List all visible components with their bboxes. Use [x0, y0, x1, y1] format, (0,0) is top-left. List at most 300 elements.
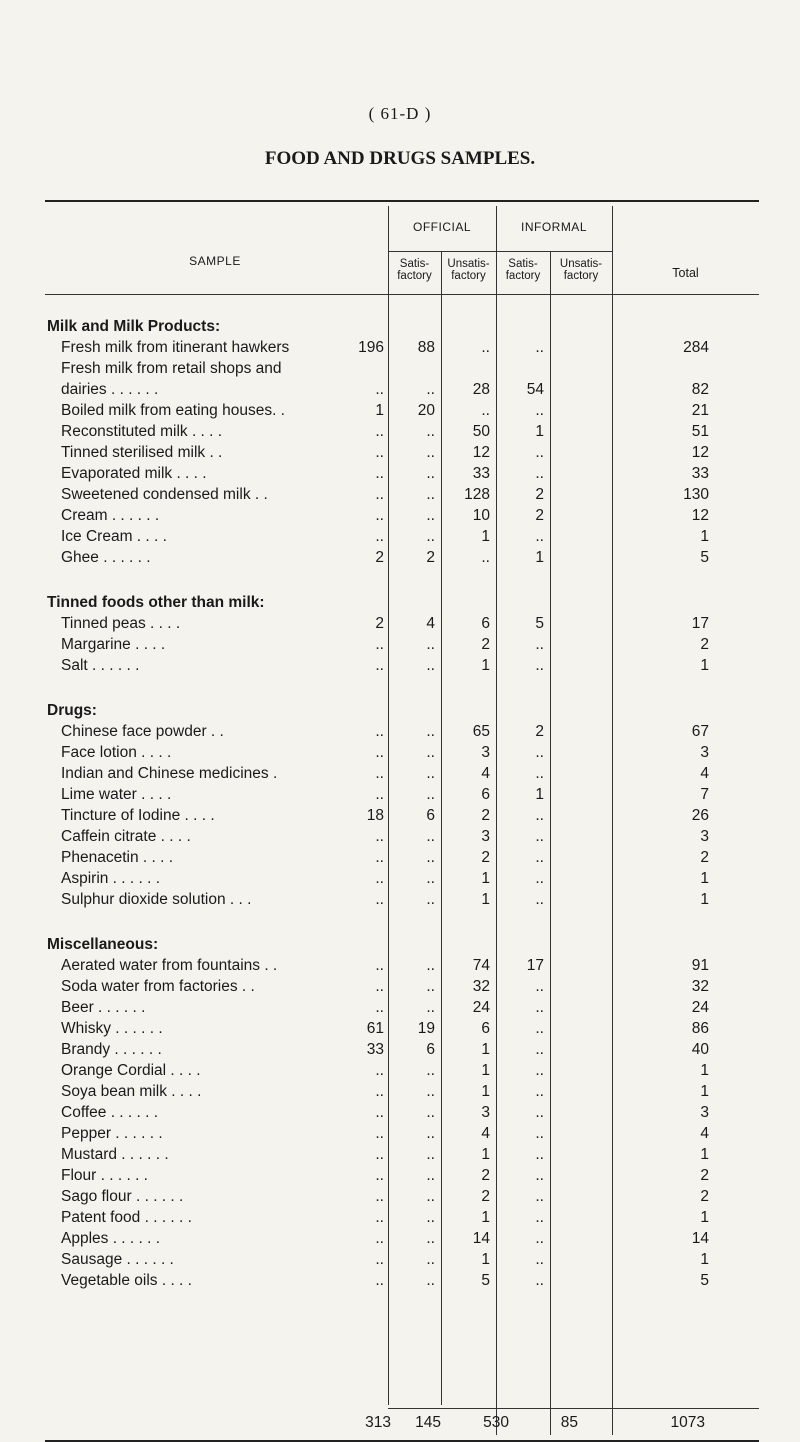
total-cell: 4	[700, 1125, 709, 1142]
official-unsatisfactory-cell: ..	[426, 1104, 435, 1121]
total-cell: 91	[691, 957, 709, 974]
informal-satisfactory-cell: 2	[481, 636, 490, 653]
official-satisfactory-cell: ..	[375, 765, 384, 782]
sample-name: Margarine . . . .	[61, 636, 166, 653]
official-satisfactory-cell: 61	[366, 1020, 384, 1037]
total-cell: 130	[683, 486, 709, 503]
totals-rule	[388, 1408, 759, 1409]
official-unsatisfactory-cell: ..	[426, 786, 435, 803]
informal-satisfactory-cell: 1	[481, 1062, 490, 1079]
section-label: Miscellaneous:	[47, 936, 159, 953]
total-cell: 1	[700, 1146, 709, 1163]
informal-satisfactory-cell: 10	[472, 507, 490, 524]
section-label: Tinned foods other than milk:	[47, 594, 265, 611]
section-label: Milk and Milk Products:	[47, 318, 221, 335]
total-cell: 1	[700, 1209, 709, 1226]
official-unsatisfactory-cell: 19	[417, 1020, 435, 1037]
informal-satisfactory-cell: 28	[472, 381, 490, 398]
table-row	[45, 464, 759, 485]
official-unsatisfactory-cell: ..	[426, 1062, 435, 1079]
official-satisfactory-cell: ..	[375, 744, 384, 761]
table-row	[45, 1166, 759, 1187]
group-rule	[388, 251, 496, 252]
table-row	[45, 1103, 759, 1124]
total-cell: 3	[700, 1104, 709, 1121]
official-unsatisfactory-cell: ..	[426, 723, 435, 740]
total-cell: 284	[683, 339, 709, 356]
official-satisfactory-cell: ..	[375, 381, 384, 398]
sample-name: Indian and Chinese medicines .	[61, 765, 278, 782]
section-label: Drugs:	[47, 702, 97, 719]
sample-name: Sago flour . . . . . .	[61, 1188, 184, 1205]
header-informal: INFORMAL	[520, 220, 587, 234]
sample-name: Patent food . . . . . .	[61, 1209, 192, 1226]
sample-name: Soda water from factories . .	[61, 978, 255, 995]
official-unsatisfactory-cell: ..	[426, 1188, 435, 1205]
total-cell: 12	[691, 444, 709, 461]
table-row	[45, 614, 759, 635]
official-unsatisfactory-cell: ..	[426, 507, 435, 524]
sample-name: Tincture of Iodine . . . .	[61, 807, 215, 824]
informal-satisfactory-cell: 2	[481, 807, 490, 824]
total-cell: 67	[691, 723, 709, 740]
table-row	[45, 656, 759, 677]
informal-unsatisfactory-cell: ..	[535, 1230, 544, 1247]
sample-name: Sulphur dioxide solution . . .	[61, 891, 252, 908]
official-unsatisfactory-cell: ..	[426, 1230, 435, 1247]
table-row	[45, 1208, 759, 1229]
informal-satisfactory-cell: 1	[481, 1083, 490, 1100]
informal-unsatisfactory-cell: ..	[535, 339, 544, 356]
group-rule	[496, 251, 612, 252]
official-satisfactory-cell: ..	[375, 978, 384, 995]
informal-satisfactory-cell: 14	[472, 1230, 490, 1247]
official-satisfactory-cell: ..	[375, 1209, 384, 1226]
total-grand: 1073	[670, 1414, 705, 1431]
informal-satisfactory-cell: 1	[481, 657, 490, 674]
sample-name: dairies . . . . . .	[61, 381, 159, 398]
total-cell: 24	[691, 999, 709, 1016]
total-cell: 1	[700, 891, 709, 908]
section-heading	[45, 701, 759, 722]
official-unsatisfactory-cell: ..	[426, 486, 435, 503]
total-informal-satisfactory: 530	[483, 1414, 509, 1431]
total-cell: 17	[691, 615, 709, 632]
totals-row	[45, 1410, 759, 1434]
table-body	[45, 295, 759, 1292]
page-number: ( 61-D )	[368, 104, 432, 123]
total-cell: 2	[700, 636, 709, 653]
official-unsatisfactory-cell: ..	[426, 828, 435, 845]
sample-name: Whisky . . . . . .	[61, 1020, 163, 1037]
official-satisfactory-cell: ..	[375, 507, 384, 524]
official-satisfactory-cell: ..	[375, 1062, 384, 1079]
total-official-unsatisfactory: 145	[415, 1414, 441, 1431]
official-satisfactory-cell: ..	[375, 1230, 384, 1247]
sample-name: Aspirin . . . . . .	[61, 870, 161, 887]
sample-name: Aerated water from fountains . .	[61, 957, 278, 974]
table-row	[45, 1145, 759, 1166]
sample-name: Face lotion . . . .	[61, 744, 172, 761]
informal-unsatisfactory-cell: ..	[535, 1167, 544, 1184]
header-official-satisfactory: Satis- factory	[397, 258, 432, 282]
total-cell: 1	[700, 1062, 709, 1079]
informal-satisfactory-cell: 3	[481, 744, 490, 761]
informal-unsatisfactory-cell: ..	[535, 1104, 544, 1121]
informal-satisfactory-cell: 1	[481, 1251, 490, 1268]
table-row	[45, 1250, 759, 1271]
informal-unsatisfactory-cell: 54	[526, 381, 544, 398]
table-row	[45, 890, 759, 911]
official-unsatisfactory-cell: 4	[426, 615, 435, 632]
informal-satisfactory-cell: 24	[472, 999, 490, 1016]
header-official-unsatisfactory: Unsatis- factory	[447, 258, 490, 282]
informal-satisfactory-cell: 32	[472, 978, 490, 995]
total-cell: 14	[691, 1230, 709, 1247]
informal-satisfactory-cell: 5	[481, 1272, 490, 1289]
informal-satisfactory-cell: 6	[481, 786, 490, 803]
informal-unsatisfactory-cell: ..	[535, 765, 544, 782]
official-unsatisfactory-cell: ..	[426, 957, 435, 974]
informal-satisfactory-cell: ..	[481, 549, 490, 566]
informal-satisfactory-cell: 128	[464, 486, 490, 503]
official-unsatisfactory-cell: ..	[426, 1167, 435, 1184]
informal-unsatisfactory-cell: ..	[535, 870, 544, 887]
official-satisfactory-cell: ..	[375, 1251, 384, 1268]
official-unsatisfactory-cell: ..	[426, 1146, 435, 1163]
informal-unsatisfactory-cell: ..	[535, 891, 544, 908]
informal-unsatisfactory-cell: ..	[535, 1209, 544, 1226]
informal-unsatisfactory-cell: 2	[535, 723, 544, 740]
section-heading	[45, 593, 759, 614]
informal-unsatisfactory-cell: ..	[535, 1020, 544, 1037]
table-header	[45, 200, 759, 295]
table-row	[45, 527, 759, 548]
table-row	[45, 827, 759, 848]
page-title: FOOD AND DRUGS SAMPLES.	[264, 148, 536, 169]
table-row	[45, 869, 759, 890]
table-row	[45, 401, 759, 422]
informal-satisfactory-cell: ..	[481, 402, 490, 419]
informal-unsatisfactory-cell: ..	[535, 1062, 544, 1079]
table-row	[45, 1019, 759, 1040]
official-satisfactory-cell: 18	[366, 807, 384, 824]
total-cell: 1	[700, 657, 709, 674]
table-row	[45, 977, 759, 998]
section-spacer	[45, 677, 759, 695]
official-unsatisfactory-cell: 88	[417, 339, 435, 356]
official-unsatisfactory-cell: 6	[426, 1041, 435, 1058]
total-cell: 51	[691, 423, 709, 440]
informal-unsatisfactory-cell: ..	[535, 1083, 544, 1100]
table-row	[45, 1187, 759, 1208]
informal-satisfactory-cell: 6	[481, 615, 490, 632]
informal-unsatisfactory-cell: ..	[535, 999, 544, 1016]
table-row	[45, 722, 759, 743]
total-cell: 33	[691, 465, 709, 482]
informal-unsatisfactory-cell: ..	[535, 528, 544, 545]
sample-name: Reconstituted milk . . . .	[61, 423, 223, 440]
section-spacer	[45, 295, 759, 311]
sample-name: Apples . . . . . .	[61, 1230, 161, 1247]
official-unsatisfactory-cell: 20	[417, 402, 435, 419]
header-informal-satisfactory: Satis- factory	[505, 258, 541, 282]
official-unsatisfactory-cell: ..	[426, 381, 435, 398]
table-row	[45, 764, 759, 785]
table-row	[45, 443, 759, 464]
total-cell: 1	[700, 1083, 709, 1100]
official-unsatisfactory-cell: ..	[426, 765, 435, 782]
total-cell: 86	[691, 1020, 709, 1037]
total-cell: 1	[700, 528, 709, 545]
informal-unsatisfactory-cell: ..	[535, 828, 544, 845]
sample-name: Salt . . . . . .	[61, 657, 140, 674]
table-row	[45, 485, 759, 506]
sample-name: Tinned peas . . . .	[61, 615, 181, 632]
informal-unsatisfactory-cell: ..	[535, 1041, 544, 1058]
header-divider	[612, 206, 613, 294]
sample-name: Phenacetin . . . .	[61, 849, 174, 866]
header-informal-unsatisfactory: Unsatis- factory	[559, 258, 603, 282]
official-unsatisfactory-cell: 6	[426, 807, 435, 824]
official-satisfactory-cell: ..	[375, 999, 384, 1016]
informal-satisfactory-cell: 3	[481, 828, 490, 845]
official-satisfactory-cell: ..	[375, 1104, 384, 1121]
sample-name: Mustard . . . . . .	[61, 1146, 169, 1163]
sample-name: Brandy . . . . . .	[61, 1041, 162, 1058]
sample-name: Chinese face powder . .	[61, 723, 224, 740]
official-unsatisfactory-cell: ..	[426, 1125, 435, 1142]
informal-unsatisfactory-cell: ..	[535, 444, 544, 461]
informal-unsatisfactory-cell: ..	[535, 1188, 544, 1205]
official-unsatisfactory-cell: ..	[426, 657, 435, 674]
total-cell: 40	[691, 1041, 709, 1058]
official-satisfactory-cell: ..	[375, 957, 384, 974]
informal-satisfactory-cell: 3	[481, 1104, 490, 1121]
table-row	[45, 548, 759, 569]
total-cell: 3	[700, 744, 709, 761]
informal-unsatisfactory-cell: ..	[535, 978, 544, 995]
informal-satisfactory-cell: 4	[481, 1125, 490, 1142]
table-row	[45, 806, 759, 827]
total-cell: 12	[691, 507, 709, 524]
section-heading	[45, 935, 759, 956]
total-cell: 21	[691, 402, 709, 419]
total-cell: 7	[700, 786, 709, 803]
official-unsatisfactory-cell: ..	[426, 1251, 435, 1268]
official-satisfactory-cell: ..	[375, 657, 384, 674]
sample-name: Orange Cordial . . . .	[61, 1062, 201, 1079]
official-satisfactory-cell: ..	[375, 828, 384, 845]
official-unsatisfactory-cell: ..	[426, 870, 435, 887]
table-row	[45, 956, 759, 977]
table-row	[45, 422, 759, 443]
informal-unsatisfactory-cell: ..	[535, 1251, 544, 1268]
table-row	[45, 785, 759, 806]
sample-name: Caffein citrate . . . .	[61, 828, 191, 845]
table-row	[45, 848, 759, 869]
official-satisfactory-cell: ..	[375, 1188, 384, 1205]
official-unsatisfactory-cell: ..	[426, 636, 435, 653]
total-cell: 2	[700, 1167, 709, 1184]
informal-unsatisfactory-cell: 1	[535, 786, 544, 803]
total-cell: 2	[700, 1188, 709, 1205]
sample-name: Sausage . . . . . .	[61, 1251, 174, 1268]
official-satisfactory-cell: ..	[375, 528, 384, 545]
table-row	[45, 1040, 759, 1061]
official-satisfactory-cell: 2	[375, 549, 384, 566]
total-cell: 2	[700, 849, 709, 866]
informal-satisfactory-cell: 2	[481, 849, 490, 866]
sample-name: Fresh milk from itinerant hawkers	[61, 339, 290, 356]
official-unsatisfactory-cell: ..	[426, 465, 435, 482]
informal-unsatisfactory-cell: ..	[535, 849, 544, 866]
informal-unsatisfactory-cell: 5	[535, 615, 544, 632]
total-informal-unsatisfactory: 85	[560, 1414, 578, 1431]
official-satisfactory-cell: ..	[375, 891, 384, 908]
section-spacer	[45, 569, 759, 587]
official-unsatisfactory-cell: ..	[426, 1209, 435, 1226]
informal-unsatisfactory-cell: 1	[535, 423, 544, 440]
official-unsatisfactory-cell: ..	[426, 444, 435, 461]
total-cell: 5	[700, 549, 709, 566]
informal-unsatisfactory-cell: ..	[535, 465, 544, 482]
informal-satisfactory-cell: 1	[481, 1146, 490, 1163]
informal-satisfactory-cell: 2	[481, 1188, 490, 1205]
informal-satisfactory-cell: 12	[472, 444, 490, 461]
official-satisfactory-cell: 1	[375, 402, 384, 419]
sample-name: Tinned sterilised milk . .	[61, 444, 223, 461]
informal-unsatisfactory-cell: 17	[526, 957, 544, 974]
official-unsatisfactory-cell: ..	[426, 891, 435, 908]
sample-name: Pepper . . . . . .	[61, 1125, 163, 1142]
total-cell: 26	[691, 807, 709, 824]
official-satisfactory-cell: ..	[375, 786, 384, 803]
official-satisfactory-cell: 196	[358, 339, 384, 356]
header-official: OFFICIAL	[412, 220, 471, 234]
informal-unsatisfactory-cell: ..	[535, 1146, 544, 1163]
informal-satisfactory-cell: 1	[481, 528, 490, 545]
table-row	[45, 998, 759, 1019]
official-satisfactory-cell: ..	[375, 870, 384, 887]
official-unsatisfactory-cell: ..	[426, 1272, 435, 1289]
total-cell: 4	[700, 765, 709, 782]
informal-satisfactory-cell: 4	[481, 765, 490, 782]
header-total: Total	[672, 266, 699, 280]
informal-satisfactory-cell: 1	[481, 1209, 490, 1226]
informal-satisfactory-cell: 33	[472, 465, 490, 482]
informal-satisfactory-cell: 6	[481, 1020, 490, 1037]
total-cell: 82	[691, 381, 709, 398]
informal-satisfactory-cell: 50	[472, 423, 490, 440]
total-cell: 32	[691, 978, 709, 995]
section-heading	[45, 317, 759, 338]
informal-satisfactory-cell: 1	[481, 891, 490, 908]
table-row	[45, 1082, 759, 1103]
table-row	[45, 1229, 759, 1250]
informal-unsatisfactory-cell: 2	[535, 507, 544, 524]
sample-name: Boiled milk from eating houses. .	[61, 402, 285, 419]
official-unsatisfactory-cell: ..	[426, 999, 435, 1016]
official-satisfactory-cell: ..	[375, 1272, 384, 1289]
official-satisfactory-cell: ..	[375, 423, 384, 440]
informal-unsatisfactory-cell: 1	[535, 549, 544, 566]
official-satisfactory-cell: ..	[375, 636, 384, 653]
informal-unsatisfactory-cell: ..	[535, 636, 544, 653]
official-satisfactory-cell: 2	[375, 615, 384, 632]
official-satisfactory-cell: ..	[375, 1125, 384, 1142]
informal-satisfactory-cell: 2	[481, 1167, 490, 1184]
official-satisfactory-cell: ..	[375, 1167, 384, 1184]
official-unsatisfactory-cell: ..	[426, 1083, 435, 1100]
informal-unsatisfactory-cell: 2	[535, 486, 544, 503]
official-unsatisfactory-cell: ..	[426, 423, 435, 440]
table-row	[45, 635, 759, 656]
sample-name: Ice Cream . . . .	[61, 528, 167, 545]
sample-name: Fresh milk from retail shops and	[61, 360, 282, 377]
table-row	[45, 338, 759, 359]
official-satisfactory-cell: ..	[375, 1083, 384, 1100]
official-unsatisfactory-cell: ..	[426, 744, 435, 761]
official-unsatisfactory-cell: ..	[426, 528, 435, 545]
informal-unsatisfactory-cell: ..	[535, 657, 544, 674]
table-row	[45, 1271, 759, 1292]
table-row	[45, 1124, 759, 1145]
table-row	[45, 380, 759, 401]
informal-unsatisfactory-cell: ..	[535, 807, 544, 824]
official-satisfactory-cell: 33	[366, 1041, 384, 1058]
informal-satisfactory-cell: 65	[472, 723, 490, 740]
table-row	[45, 506, 759, 527]
total-cell: 3	[700, 828, 709, 845]
official-satisfactory-cell: ..	[375, 723, 384, 740]
informal-satisfactory-cell: 74	[472, 957, 490, 974]
informal-satisfactory-cell: ..	[481, 339, 490, 356]
informal-unsatisfactory-cell: ..	[535, 1272, 544, 1289]
sample-name: Soya bean milk . . . .	[61, 1083, 202, 1100]
sample-name: Ghee . . . . . .	[61, 549, 151, 566]
official-satisfactory-cell: ..	[375, 486, 384, 503]
official-satisfactory-cell: ..	[375, 1146, 384, 1163]
official-unsatisfactory-cell: 2	[426, 549, 435, 566]
informal-satisfactory-cell: 1	[481, 870, 490, 887]
informal-unsatisfactory-cell: ..	[535, 744, 544, 761]
informal-satisfactory-cell: 1	[481, 1041, 490, 1058]
table-row	[45, 743, 759, 764]
sample-name: Coffee . . . . . .	[61, 1104, 159, 1121]
official-satisfactory-cell: ..	[375, 849, 384, 866]
sample-name: Beer . . . . . .	[61, 999, 146, 1016]
official-unsatisfactory-cell: ..	[426, 849, 435, 866]
sample-name: Evaporated milk . . . .	[61, 465, 207, 482]
total-cell: 5	[700, 1272, 709, 1289]
section-spacer	[45, 911, 759, 929]
sample-name: Lime water . . . .	[61, 786, 172, 803]
official-satisfactory-cell: ..	[375, 465, 384, 482]
table-row	[45, 1061, 759, 1082]
sample-name: Vegetable oils . . . .	[61, 1272, 192, 1289]
official-satisfactory-cell: ..	[375, 444, 384, 461]
header-sample: SAMPLE	[189, 254, 241, 268]
table-row	[45, 359, 759, 380]
total-cell: 1	[700, 1251, 709, 1268]
official-unsatisfactory-cell: ..	[426, 978, 435, 995]
informal-unsatisfactory-cell: ..	[535, 402, 544, 419]
sample-name: Sweetened condensed milk . .	[61, 486, 268, 503]
total-cell: 1	[700, 870, 709, 887]
sample-name: Flour . . . . . .	[61, 1167, 148, 1184]
sample-name: Cream . . . . . .	[61, 507, 160, 524]
